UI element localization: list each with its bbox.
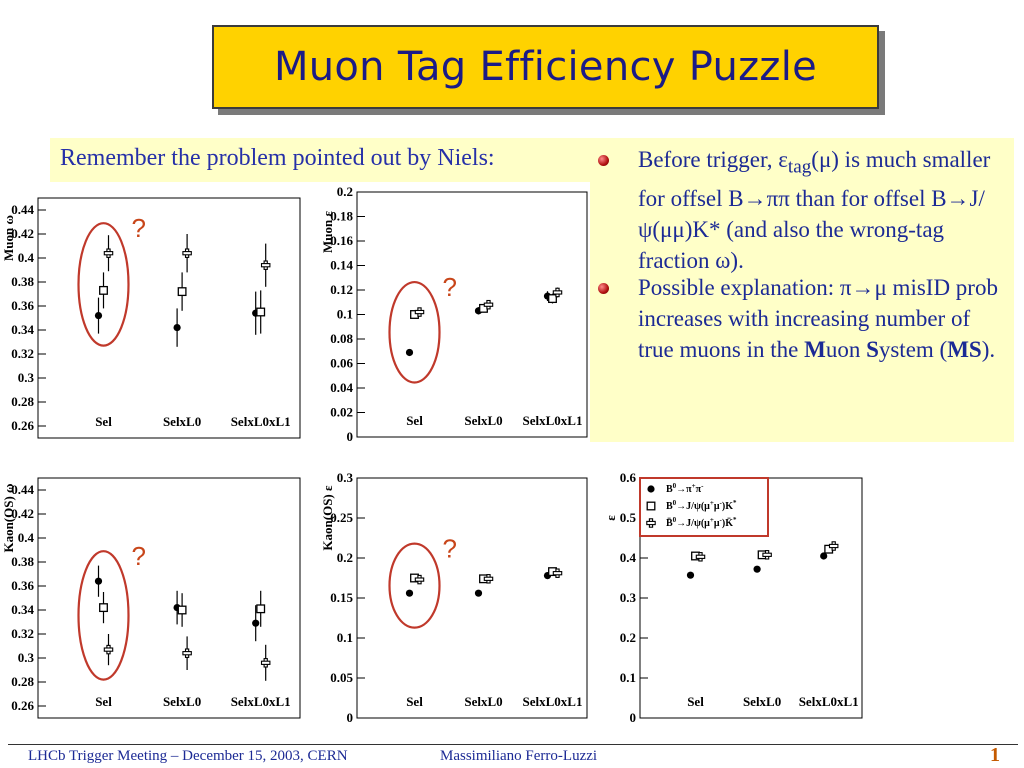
data-point	[95, 578, 102, 585]
footer-divider	[8, 744, 1018, 745]
data-point	[754, 566, 761, 573]
question-mark: ?	[131, 541, 146, 572]
data-point	[687, 572, 694, 579]
y-tick-label: 0.4	[17, 530, 34, 545]
legend-label: B̄$^0$→J/ψ(μ+μ-)K̄*	[666, 516, 737, 529]
data-point	[553, 572, 561, 575]
y-axis-label: Kaon(OS) ε	[320, 485, 335, 551]
y-tick-label: 0.18	[330, 208, 353, 224]
data-point	[257, 308, 265, 316]
y-tick-label: 0.1	[336, 306, 353, 322]
legend	[640, 478, 768, 536]
data-point	[104, 252, 112, 255]
x-tick-label: Sel	[406, 694, 423, 709]
data-point	[415, 310, 423, 313]
data-point	[100, 604, 108, 612]
y-tick-label: 0.06	[330, 355, 353, 371]
data-point	[549, 295, 557, 303]
data-point	[763, 553, 771, 556]
chart-panel	[320, 184, 587, 444]
y-tick-label: 0.28	[11, 674, 34, 689]
y-tick-label: 0.16	[330, 233, 353, 248]
data-point	[647, 485, 654, 492]
x-tick-label: SelxL0xL1	[522, 413, 583, 428]
y-tick-label: 0.3	[17, 650, 34, 665]
y-tick-label: 0.25	[330, 510, 353, 525]
y-tick-label: 0.44	[11, 202, 34, 217]
y-tick-label: 0.2	[336, 184, 353, 199]
y-tick-label: 0.44	[11, 482, 34, 497]
data-point	[415, 578, 423, 581]
data-point	[647, 502, 655, 510]
data-point	[696, 555, 704, 558]
bullet-text: Before trigger, $\varepsilon_{tag}(\mu)$ is much smaller for offsel B→ππ than for offsel B→J/ψ(μμ)K* (and also the wrong-tag fraction ω).	[638, 147, 991, 273]
y-tick-label: 0.26	[11, 698, 34, 713]
y-tick-label: 0.2	[336, 550, 353, 565]
y-tick-label: 0.02	[330, 404, 353, 420]
y-axis-label: ε	[603, 515, 618, 521]
y-tick-label: 0.15	[330, 590, 353, 605]
data-point	[830, 544, 838, 547]
x-tick-label: Sel	[687, 694, 704, 709]
x-tick-label: Sel	[95, 694, 112, 709]
data-point	[406, 349, 413, 356]
x-tick-label: SelxL0	[162, 694, 202, 709]
y-tick-label: 0.3	[17, 370, 34, 385]
x-tick-label: SelxL0	[464, 694, 503, 709]
data-point	[178, 288, 186, 296]
y-tick-label: 0.4	[17, 250, 34, 265]
y-tick-label: 0.28	[11, 394, 34, 409]
x-tick-label: SelxL0xL1	[798, 694, 859, 709]
data-point	[553, 291, 561, 294]
x-tick-label: SelxL0xL1	[230, 414, 291, 429]
chart-panel	[1, 478, 300, 718]
y-tick-label: 0.05	[330, 670, 353, 685]
data-point	[257, 605, 265, 613]
page-title: Muon Tag Efficiency Puzzle	[273, 44, 818, 90]
y-tick-label: 0.42	[11, 506, 34, 521]
x-tick-label: SelxL0	[162, 414, 202, 429]
y-tick-label: 0.42	[11, 226, 34, 241]
intro-text: Remember the problem pointed out by Niels:	[60, 145, 495, 171]
y-tick-label: 0.14	[330, 257, 353, 273]
y-tick-label: 0	[346, 710, 353, 725]
y-tick-label: 0	[629, 710, 636, 725]
y-tick-label: 0.32	[11, 626, 34, 641]
data-point	[475, 590, 482, 597]
y-axis-label: Muon ω	[1, 215, 16, 261]
y-tick-label: 0.08	[330, 331, 353, 346]
y-tick-label: 0.26	[11, 418, 34, 433]
x-tick-label: Sel	[95, 414, 112, 429]
data-point	[484, 303, 492, 306]
legend-label: $B^0\to J/\psi(\mu^+\mu^-)K^*$	[666, 499, 737, 512]
y-tick-label: 0.4	[619, 550, 636, 565]
y-tick-label: 0.2	[619, 630, 636, 645]
x-tick-label: SelxL0xL1	[230, 694, 291, 709]
y-tick-label: 0.38	[11, 274, 34, 289]
question-mark: ?	[131, 213, 146, 244]
data-point	[183, 652, 191, 655]
y-tick-label: 0.04	[330, 380, 353, 395]
data-point	[647, 521, 655, 524]
x-tick-label: Sel	[406, 413, 423, 428]
legend-label: $B^0\to\pi^+\pi^-$	[666, 482, 704, 495]
y-tick-label: 0.34	[11, 322, 34, 337]
y-tick-label: 0.1	[619, 670, 636, 685]
data-point	[174, 324, 181, 331]
data-point	[484, 577, 492, 580]
y-tick-label: 0	[346, 429, 353, 444]
data-point	[262, 264, 270, 267]
x-tick-label: SelxL0	[464, 413, 503, 428]
data-point	[406, 590, 413, 597]
chart-panel	[603, 470, 862, 725]
slide-number: 1	[990, 744, 1000, 766]
y-axis-label: Muon ε	[320, 210, 335, 254]
chart-panel	[320, 470, 587, 725]
y-tick-label: 0.36	[11, 578, 34, 593]
data-point	[178, 606, 186, 614]
y-tick-label: 0.34	[11, 602, 34, 617]
bullet-text: Possible explanation: π→μ misID prob increases with increasing number of true muons in the Muon System (MS).	[638, 275, 998, 362]
question-mark: ?	[442, 272, 457, 303]
data-point	[100, 287, 108, 295]
y-tick-label: 0.36	[11, 298, 34, 313]
y-tick-label: 0.3	[619, 590, 636, 605]
footer-author: Massimiliano Ferro-Luzzi	[440, 748, 598, 764]
data-point	[262, 661, 270, 664]
data-point	[252, 620, 259, 627]
data-point	[95, 312, 102, 319]
y-tick-label: 0.38	[11, 554, 34, 569]
y-tick-label: 0.5	[619, 510, 636, 525]
question-mark: ?	[442, 533, 457, 564]
data-point	[104, 648, 112, 651]
x-tick-label: SelxL0xL1	[522, 694, 583, 709]
y-tick-label: 0.12	[330, 282, 353, 297]
chart-panel	[1, 198, 300, 438]
data-point	[183, 252, 191, 255]
footer-meeting: LHCb Trigger Meeting – December 15, 2003, CERN	[28, 748, 348, 764]
y-tick-label: 0.1	[336, 630, 353, 645]
y-tick-label: 0.6	[619, 470, 636, 485]
y-tick-label: 0.32	[11, 346, 34, 361]
y-axis-label: Kaon(OS) ω	[1, 483, 16, 553]
y-tick-label: 0.3	[336, 470, 353, 485]
x-tick-label: SelxL0	[742, 694, 782, 709]
